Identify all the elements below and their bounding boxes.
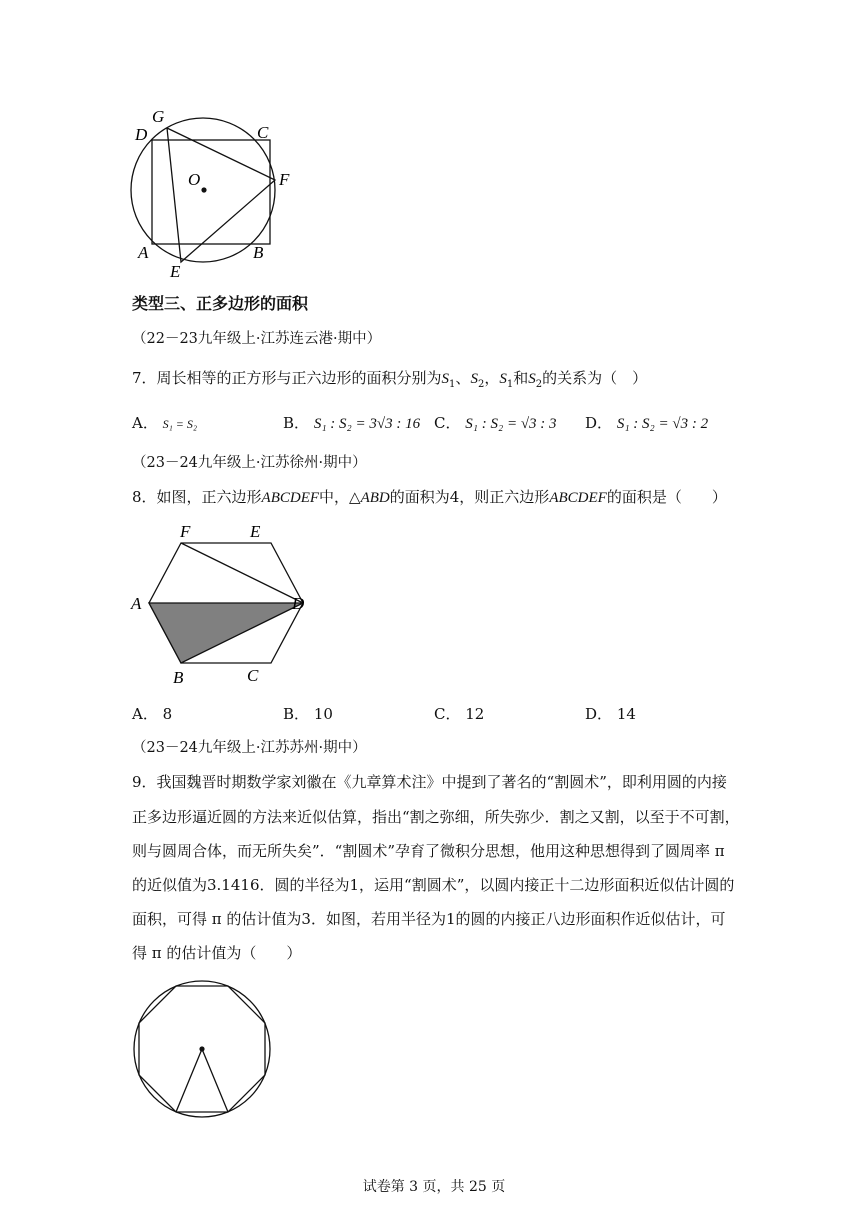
circle-square-triangle-figure (120, 100, 310, 285)
q7-option-b (283, 416, 420, 432)
q8-source: （23－24九年级上·江苏徐州·期中） (132, 455, 367, 471)
page-footer: 试卷第 3 页，共 25 页 (362, 1179, 506, 1195)
q8-option-a-text: 8 (162, 705, 173, 723)
q8-option-b-letter: B． (283, 705, 310, 723)
q7-option-b-letter: B． (283, 414, 310, 432)
q8-hex1: ABCDEF (261, 490, 320, 506)
q8-stem-c: 的面积为4，则正六边形 (389, 488, 550, 506)
hex-label-c: C (247, 666, 259, 685)
q8-option-a-letter: A． (132, 705, 158, 723)
q8-stem-a: 8．如图，正六边形 (132, 488, 262, 506)
q7-s2b: S (528, 371, 536, 387)
label-d: D (135, 125, 148, 144)
label-b: B (253, 243, 264, 262)
q8-option-d (585, 707, 636, 722)
q7-sep2: ， (484, 369, 500, 387)
label-o: O (188, 170, 201, 189)
q7-stem-prefix: 7．周长相等的正方形与正六边形的面积分别为 (132, 369, 442, 387)
q7-option-d-text: S₁ : S₂ = √3 : 2 (616, 416, 709, 432)
octagon-circle-figure (125, 975, 280, 1130)
q9-line-6: 得 π 的估计值为（ ） (132, 944, 302, 962)
hex-label-f: F (180, 522, 191, 541)
q7-option-a (132, 416, 197, 431)
hex-label-d: D (292, 594, 305, 613)
q7-s1: S (441, 371, 450, 387)
q7-option-c-text: S₁ : S₂ = √3 : 3 (465, 416, 557, 432)
q9-source: （23－24九年级上·江苏苏州·期中） (132, 740, 367, 756)
q7-suffix: 的关系为（ ） (542, 369, 648, 387)
q8-option-b-text: 10 (313, 705, 333, 723)
label-f: F (279, 170, 290, 189)
q7-s1b: S (499, 371, 507, 387)
q9-line-4: 的近似值为3.1416．圆的半径为1，运用“割圆术”，以圆内接正十二边形面积近似估计圆的 (132, 876, 735, 894)
q7-option-c (434, 416, 557, 432)
q8-option-d-text: 14 (616, 705, 636, 723)
q7-option-d-letter: D． (585, 414, 613, 432)
q7-option-a-letter: A． (132, 414, 158, 432)
q7-option-a-text: S₁ = S₂ (162, 417, 198, 431)
q8-tri: ABD (360, 490, 390, 506)
q8-hex2: ABCDEF (549, 490, 607, 506)
hex-label-b: B (173, 668, 184, 687)
hex-label-a: A (131, 594, 142, 613)
q7-option-b-text: S₁ : S₂ = 3√3 : 16 (313, 416, 421, 432)
q7-source: （22－23九年级上·江苏连云港·期中） (132, 331, 382, 347)
label-a: A (138, 243, 149, 262)
q8-option-c (434, 707, 484, 722)
q7-sep1: 、 (455, 369, 471, 387)
q7-and: 和 (513, 369, 529, 387)
q7-s2: S (470, 371, 478, 387)
q8-stem-d: 的面积是（ ） (606, 488, 727, 506)
hex-label-e: E (250, 522, 261, 541)
q9-line-3: 则与圆周合体，而无所失矣”．“割圆术”孕育了微积分思想，他用这种思想得到了圆周率 π (132, 842, 725, 860)
q9-line-5: 面积，可得 π 的估计值为3．如图，若用半径为1的圆的内接正八边形面积作近似估计，可 (132, 910, 726, 928)
q8-stem-b: 中，△ (319, 488, 361, 506)
q8-option-c-letter: C． (434, 705, 461, 723)
q8-option-c-text: 12 (465, 705, 485, 723)
q8-stem (132, 490, 727, 506)
q8-option-a (132, 707, 172, 722)
q8-option-b (283, 707, 333, 722)
label-c: C (257, 123, 269, 142)
q9-line-1: 9．我国魏晋时期数学家刘徽在《九章算术注》中提到了著名的“割圆术”，即利用圆的内接 (132, 773, 727, 791)
hexagon-figure (125, 520, 315, 690)
q7-option-c-letter: C． (434, 414, 461, 432)
label-e: E (170, 262, 181, 281)
q9-line-2: 正多边形逼近圆的方法来近似估算，指出“割之弥细，所失弥少．割之又割，以至于不可割， (132, 808, 740, 826)
q7-stem: 7．周长相等的正方形与正六边形的面积分别为$S_1$、$S_2$，$S_1$和$S_2$的关系为（ ） (132, 369, 648, 390)
q7-option-d (585, 416, 708, 432)
section-heading: 类型三、正多边形的面积 (132, 294, 309, 313)
q8-option-d-letter: D． (585, 705, 613, 723)
label-g: G (152, 107, 165, 126)
